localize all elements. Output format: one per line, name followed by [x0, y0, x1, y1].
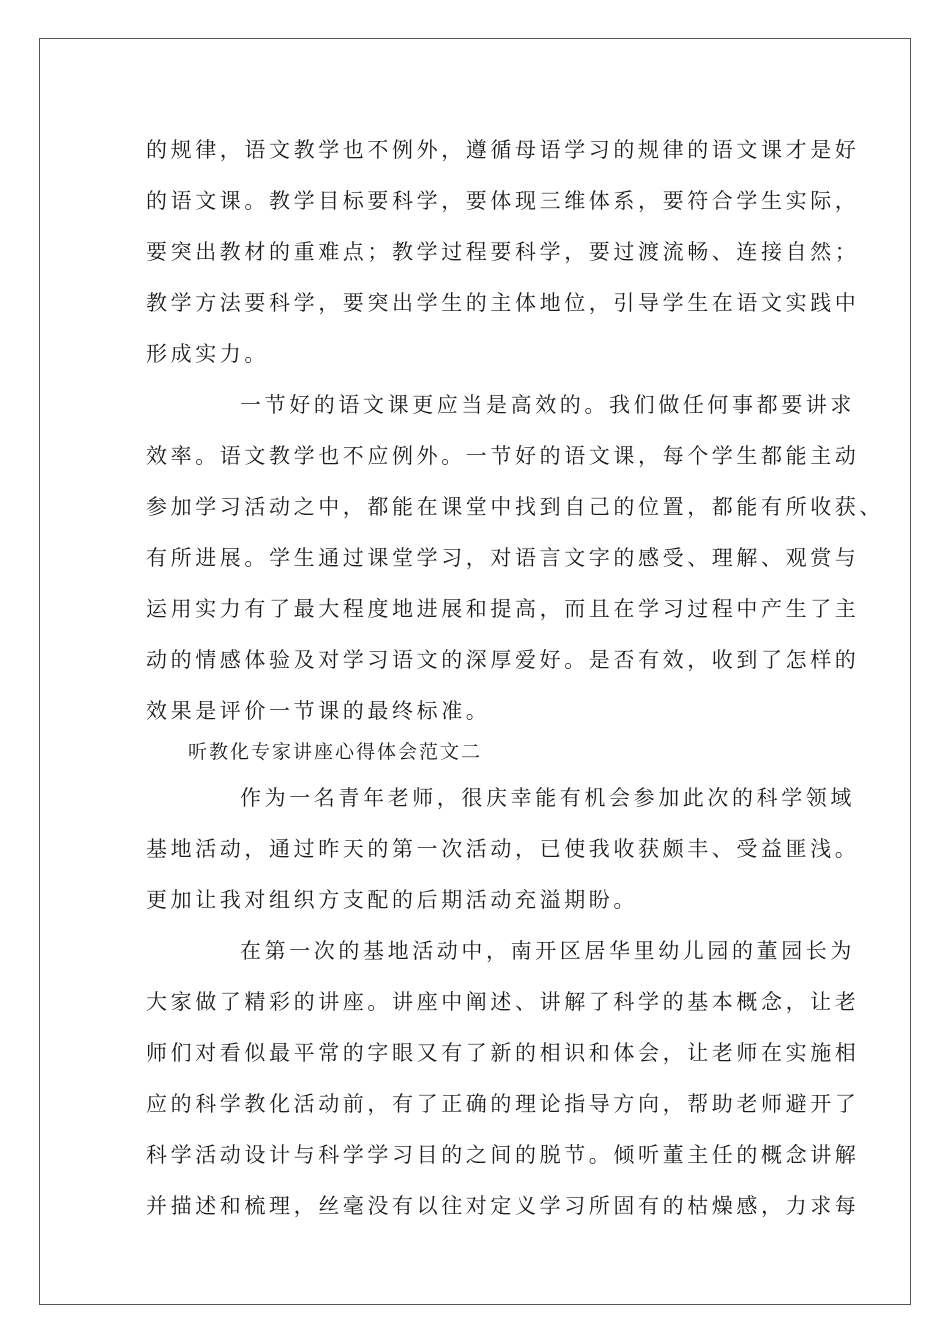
section-heading: 听教化专家讲座心得体会范文二	[188, 741, 483, 763]
body-text-line: 的规律，语文教学也不例外，遵循母语学习的规律的语文课才是好	[146, 138, 860, 162]
body-text-line: 基地活动，通过昨天的第一次活动，已使我收获颇丰、受益匪浅。	[146, 837, 860, 861]
body-text-line: 大家做了精彩的讲座。讲座中阐述、讲解了科学的基本概念，让老	[146, 990, 860, 1014]
body-text-line: 应的科学教化活动前，有了正确的理论指导方向，帮助老师避开了	[146, 1092, 860, 1116]
body-text-line: 更加让我对组织方支配的后期活动充溢期盼。	[146, 888, 638, 912]
body-text-line: 的语文课。教学目标要科学，要体现三维体系，要符合学生实际，	[146, 189, 860, 213]
body-text-line: 并描述和梳理，丝毫没有以往对定义学习所固有的枯燥感，力求每	[146, 1194, 860, 1218]
body-text-line: 动的情感体验及对学习语文的深厚爱好。是否有效，收到了怎样的	[146, 648, 860, 672]
body-text-line: 科学活动设计与科学学习目的之间的脱节。倾听董主任的概念讲解	[146, 1143, 860, 1167]
paragraph-first-line: 作为一名青年老师，很庆幸能有机会参加此次的科学领域	[240, 786, 855, 810]
body-text-line: 参加学习活动之中，都能在课堂中找到自己的位置，都能有所收获、	[146, 495, 884, 519]
body-text-line: 教学方法要科学，要突出学生的主体地位，引导学生在语文实践中	[146, 291, 860, 315]
body-text-line: 要突出教材的重难点；教学过程要科学，要过渡流畅、连接自然；	[146, 240, 860, 264]
body-text-line: 有所进展。学生通过课堂学习，对语言文字的感受、理解、观赏与	[146, 546, 860, 570]
body-text-line: 效果是评价一节课的最终标准。	[146, 699, 491, 723]
paragraph-first-line: 在第一次的基地活动中，南开区居华里幼儿园的董园长为	[240, 939, 855, 963]
body-text-line: 形成实力。	[146, 342, 269, 366]
body-text-line: 师们对看似最平常的字眼又有了新的相识和体会，让老师在实施相	[146, 1041, 860, 1065]
paragraph-first-line: 一节好的语文课更应当是高效的。我们做任何事都要讲求	[240, 393, 855, 417]
body-text-line: 效率。语文教学也不应例外。一节好的语文课，每个学生都能主动	[146, 444, 860, 468]
body-text-line: 运用实力有了最大程度地进展和提高，而且在学习过程中产生了主	[146, 597, 860, 621]
